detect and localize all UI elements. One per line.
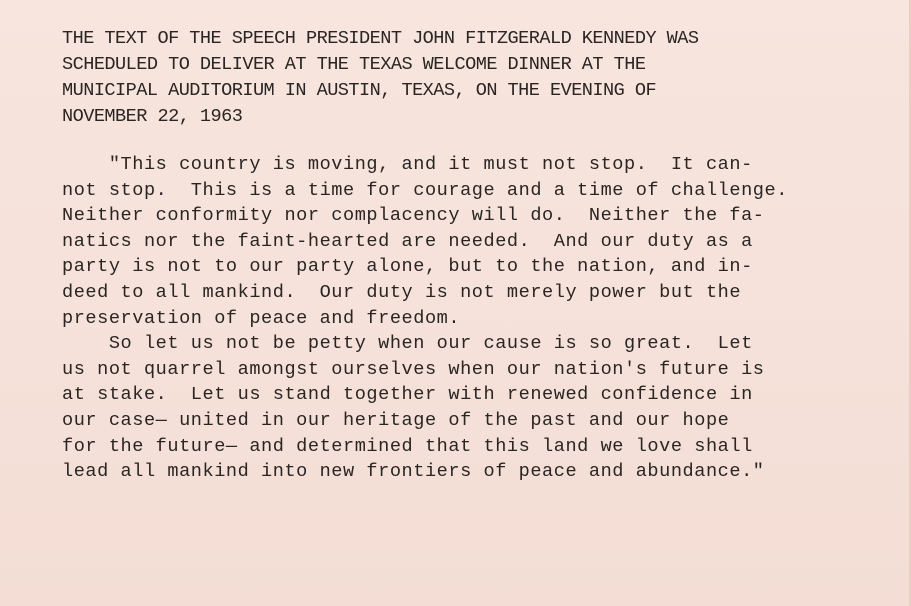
body-line: not stop. This is a time for courage and a time of challenge. <box>62 179 788 201</box>
body-line: deed to all mankind. Our duty is not merely power but the <box>62 281 742 303</box>
body-line: natics nor the faint-hearted are needed. And our duty as a <box>62 230 753 252</box>
body-line: for the future— and determined that this land we love shall <box>62 435 753 457</box>
body-line: party is not to our party alone, but to the nation, and in- <box>62 256 753 278</box>
heading-line: SCHEDULED TO DELIVER AT THE TEXAS WELCOME DINNER AT THE <box>62 54 646 75</box>
body-line: our case— united in our heritage of the past and our hope <box>62 409 730 431</box>
body-line: Neither conformity nor complacency will do. Neither the fa- <box>62 205 765 227</box>
body-line: preservation of peace and freedom. <box>62 307 461 329</box>
paragraph-2 <box>62 331 788 485</box>
paragraph-1 <box>62 152 788 331</box>
body-line: So let us not be petty when our cause is so great. Let <box>62 333 753 355</box>
body-line: at stake. Let us stand together with renewed confidence in <box>62 384 753 406</box>
heading-line: NOVEMBER 22, 1963 <box>62 106 243 127</box>
body-line: "This country is moving, and it must not stop. It can- <box>62 154 753 175</box>
speech-heading <box>62 26 699 130</box>
heading-line: THE TEXT OF THE SPEECH PRESIDENT JOHN FITZGERALD KENNEDY WAS <box>62 28 699 49</box>
body-line: us not quarrel amongst ourselves when our nation's future is <box>62 358 765 380</box>
heading-line: MUNICIPAL AUDITORIUM IN AUSTIN, TEXAS, ON THE EVENING OF <box>62 80 657 101</box>
body-line: lead all mankind into new frontiers of peace and abundance." <box>62 461 765 483</box>
speech-body <box>62 152 788 485</box>
